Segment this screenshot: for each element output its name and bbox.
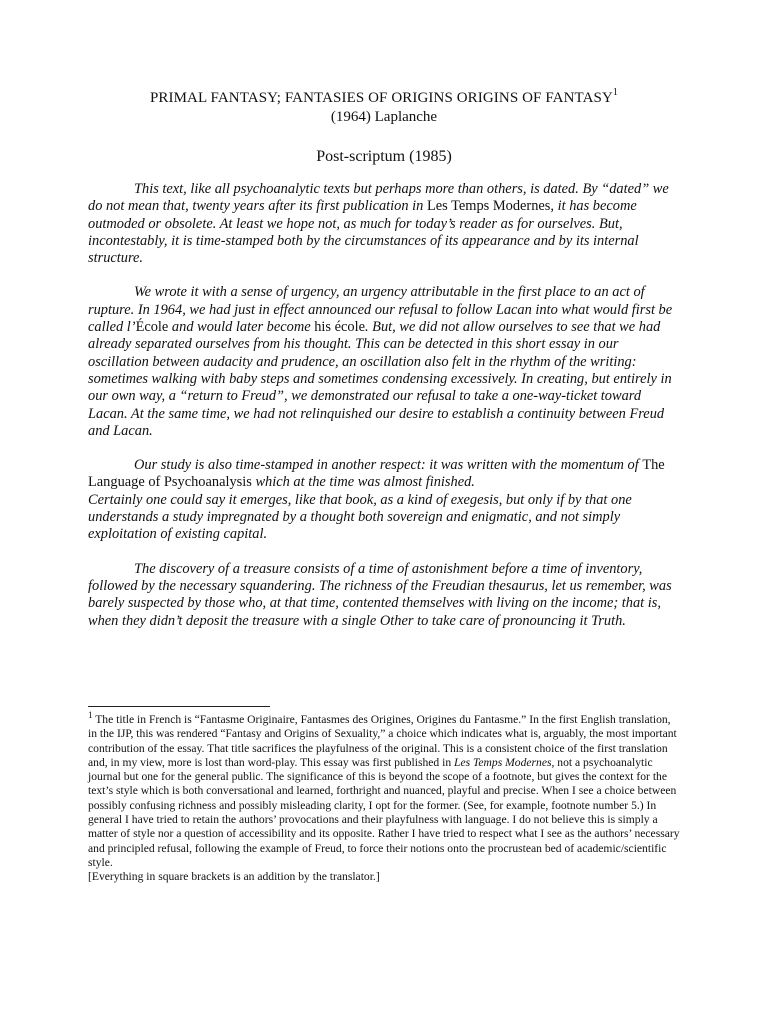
footnote-journal-title: Les Temps Modernes <box>454 755 552 769</box>
footnote-1 <box>88 710 680 870</box>
paragraph-2-part-e: . But, we did not allow ourselves to see that we had already separated ourselves from his thought. This can be detected in this short essay in our oscillation between audacity and prudence, an oscillation also felt in the rhythm of the writing: sometimes walking with baby steps and sometimes condensing excessively. In creating, but entirely in our own way, a “return to Freud”, we demonstrated our refusal to take a one-way-ticket toward Lacan. At the same time, we had not relinquished our desire to establish a continuity between Freud and Lacan. <box>88 319 672 439</box>
book-title: The Language of Psychoanalysis <box>88 457 665 491</box>
paragraph-1-part-a: This text, like all psychoanalytic texts but perhaps more than others, is dated. By “dated” we do not mean that, twenty years after its first publication in <box>88 181 669 215</box>
footnote-separator <box>88 706 270 707</box>
paragraph-3-part-c: which at the time was almost finished. <box>251 474 475 491</box>
section-heading: Post-scriptum (1985) <box>316 148 452 165</box>
paragraph-2-part-a: We wrote it with a sense of urgency, an urgency attributable in the first place to an act of rupture. In 1964, we had just in effect announced our refusal to follow Lacan into what would first be called l’ <box>88 284 673 336</box>
paragraph-1-part-c: , it has become outmoded or obsolete. At least we hope not, as much for today’s reader as for ourselves. But, incontestably, it is time-stamped both by the circumstances of its appearance and by its internal structure. <box>88 198 639 267</box>
journal-title: Les Temps Modernes <box>426 198 551 215</box>
body-text <box>88 181 680 647</box>
footnote-reference[interactable]: 1 <box>612 87 619 98</box>
paragraph-4: The discovery of a treasure consists of a time of astonishment before a time of inventory, followed by the necessary squandering. The richness of the Freudian thesaurus, let us remember, was barely suspected by those who, at that time, contented themselves with living on the income; that is, when they didn’t deposit the treasure with a single Other to take care of pronouncing it Truth. <box>88 560 672 629</box>
paragraph-3 <box>88 457 680 492</box>
title-text: PRIMAL FANTASY; FANTASIES OF ORIGINS ORIGINS OF FANTASY <box>149 90 613 106</box>
document-subtitle: (1964) Laplanche <box>330 109 438 125</box>
paragraph-2 <box>88 284 680 440</box>
paragraph-1 <box>88 181 680 267</box>
his-ecole-term: his école <box>314 319 365 336</box>
document-title <box>0 88 768 107</box>
translator-note: [Everything in square brackets is an addition by the translator.] <box>88 870 380 884</box>
footnote-part-c: , not a psychoanalytic journal but one for the general public. The significance of this is beyond the scope of a footnote, but gives the context for the text’s style which is both conversational and learned, forthright and nuanced, playful and precise. When I see a choice between possibly confusing richness and possibly misleading clarity, I opt for the former. (See, for example, footnote number 5.) In general I have tried to retain the authors’ provocations and their playfulness with language. I do not believe this is simply a matter of style nor a question of accessibility and its opposite. Rather I have tried to respect what I see as the authors’ necessary and principled refusal, following the example of Freud, to force their notions onto the procrustean bed of academic/scientific style. <box>88 755 680 869</box>
footnote <box>88 710 680 885</box>
footnote-mark: 1 <box>88 710 93 721</box>
footnote-part-a: The title in French is “Fantasme Originaire, Fantasmes des Origines, Origines du Fantasme.” In the first English translation, in the IJP, this was rendered “Fantasy and Origins of Sexuality,” a choice which indicates what is, arguably, the most important contribution of the essay. That title sacrifices the playfulness of the original. This is a consistent choice of the first translation and, in my view, more is lost than word-play. This essay was first published in <box>88 713 677 769</box>
paragraph-2-part-c: and would later become <box>168 319 315 336</box>
paragraph-3-continued: Certainly one could say it emerges, like that book, as a kind of exegesis, but only if by that one understands a study impregnated by a thought both sovereign and enigmatic, and not simply exploitation of existing capital. <box>88 491 632 543</box>
ecole-term: École <box>135 319 169 336</box>
paragraph-3-part-a: Our study is also time-stamped in another respect: it was written with the momentum of <box>134 457 643 474</box>
